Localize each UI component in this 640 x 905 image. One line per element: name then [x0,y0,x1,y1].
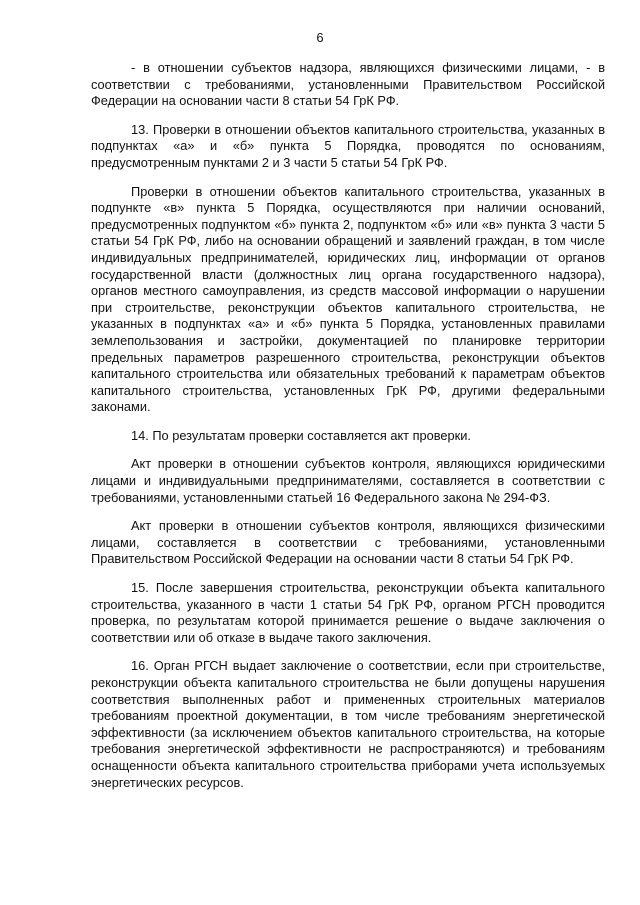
paragraph-14-legal-entities: Акт проверки в отношении субъектов контроля, являющихся юридическими лицами и индивидуальными предпринимателями, составляется в соответствии с требованиями, установленными статьей 16 Федерального закона № 294-ФЗ. [91,456,605,505]
document-body [91,60,605,803]
paragraph-16: 16. Орган РГСН выдает заключение о соответствии, если при строительстве, реконструкции объекта капитального строительства не были допущены нарушения соответствия выполненных работ и примененных строительных материалов требованиям проектной документации, в том числе требованиям энергетической эффективности (за исключением объектов капитального строительства, на которые требования энергетической эффективности не распространяются) и требованиям оснащенности объекта капитального строительства приборами учета используемых энергетических ресурсов. [91,658,605,790]
paragraph-15: 15. После завершения строительства, реконструкции объекта капитального строительства, указанного в части 1 статьи 54 ГрК РФ, органом РГСН проводится проверка, по результатам которой принимается решение о выдаче заключения о соответствии или об отказе в выдаче такого заключения. [91,580,605,645]
paragraph-14-individuals: Акт проверки в отношении субъектов контроля, являющихся физическими лицами, составляется в соответствии с требованиями, установленными Правительством Российской Федерации на основании части 8 статьи 54 ГрК РФ. [91,518,605,567]
page-number: 6 [316,30,324,45]
paragraph-14: 14. По результатам проверки составляется акт проверки. [131,427,471,443]
paragraph-13: 13. Проверки в отношении объектов капитального строительства, указанных в подпунктах «а» и «б» пункта 5 Порядка, проводятся по основаниям, предусмотренным пунктами 2 и 3 части 5 статьи 54 ГрК РФ. [91,121,605,170]
paragraph-13-inspections: Проверки в отношении объектов капитального строительства, указанных в подпункте «в» пункта 5 Порядка, осуществляются при наличии оснований, предусмотренных подпунктом «б» пункта 2, подпунктом «б» или «в» пункта 3 части 5 статьи 54 ГрК РФ, либо на основании обращений и заявлений граждан, в том числе индивидуальных предпринимателей, юридических лиц, информации от органов государственной власти (должностных лиц органа государственного надзора), органов местного самоуправления, из средств массовой информации о нарушении при строительстве, реконструкции объектов капитального строительства, не указанных в подпунктах «а» и «б» пункта 5 Порядка, установленных правилами землепользования и застройки, документацией по планировке территории предельных параметров разрешенного строительства, реконструкции объектов капитального строительства или обязательных требований к параметрам объектов капитального строительства, установленных ГрК РФ, другими федеральными законами. [91,183,605,415]
paragraph-subjects-individuals: - в отношении субъектов надзора, являющихся физическими лицами, - в соответствии с требованиями, установленными Правительством Российской Федерации на основании части 8 статьи 54 ГрК РФ. [91,60,605,109]
